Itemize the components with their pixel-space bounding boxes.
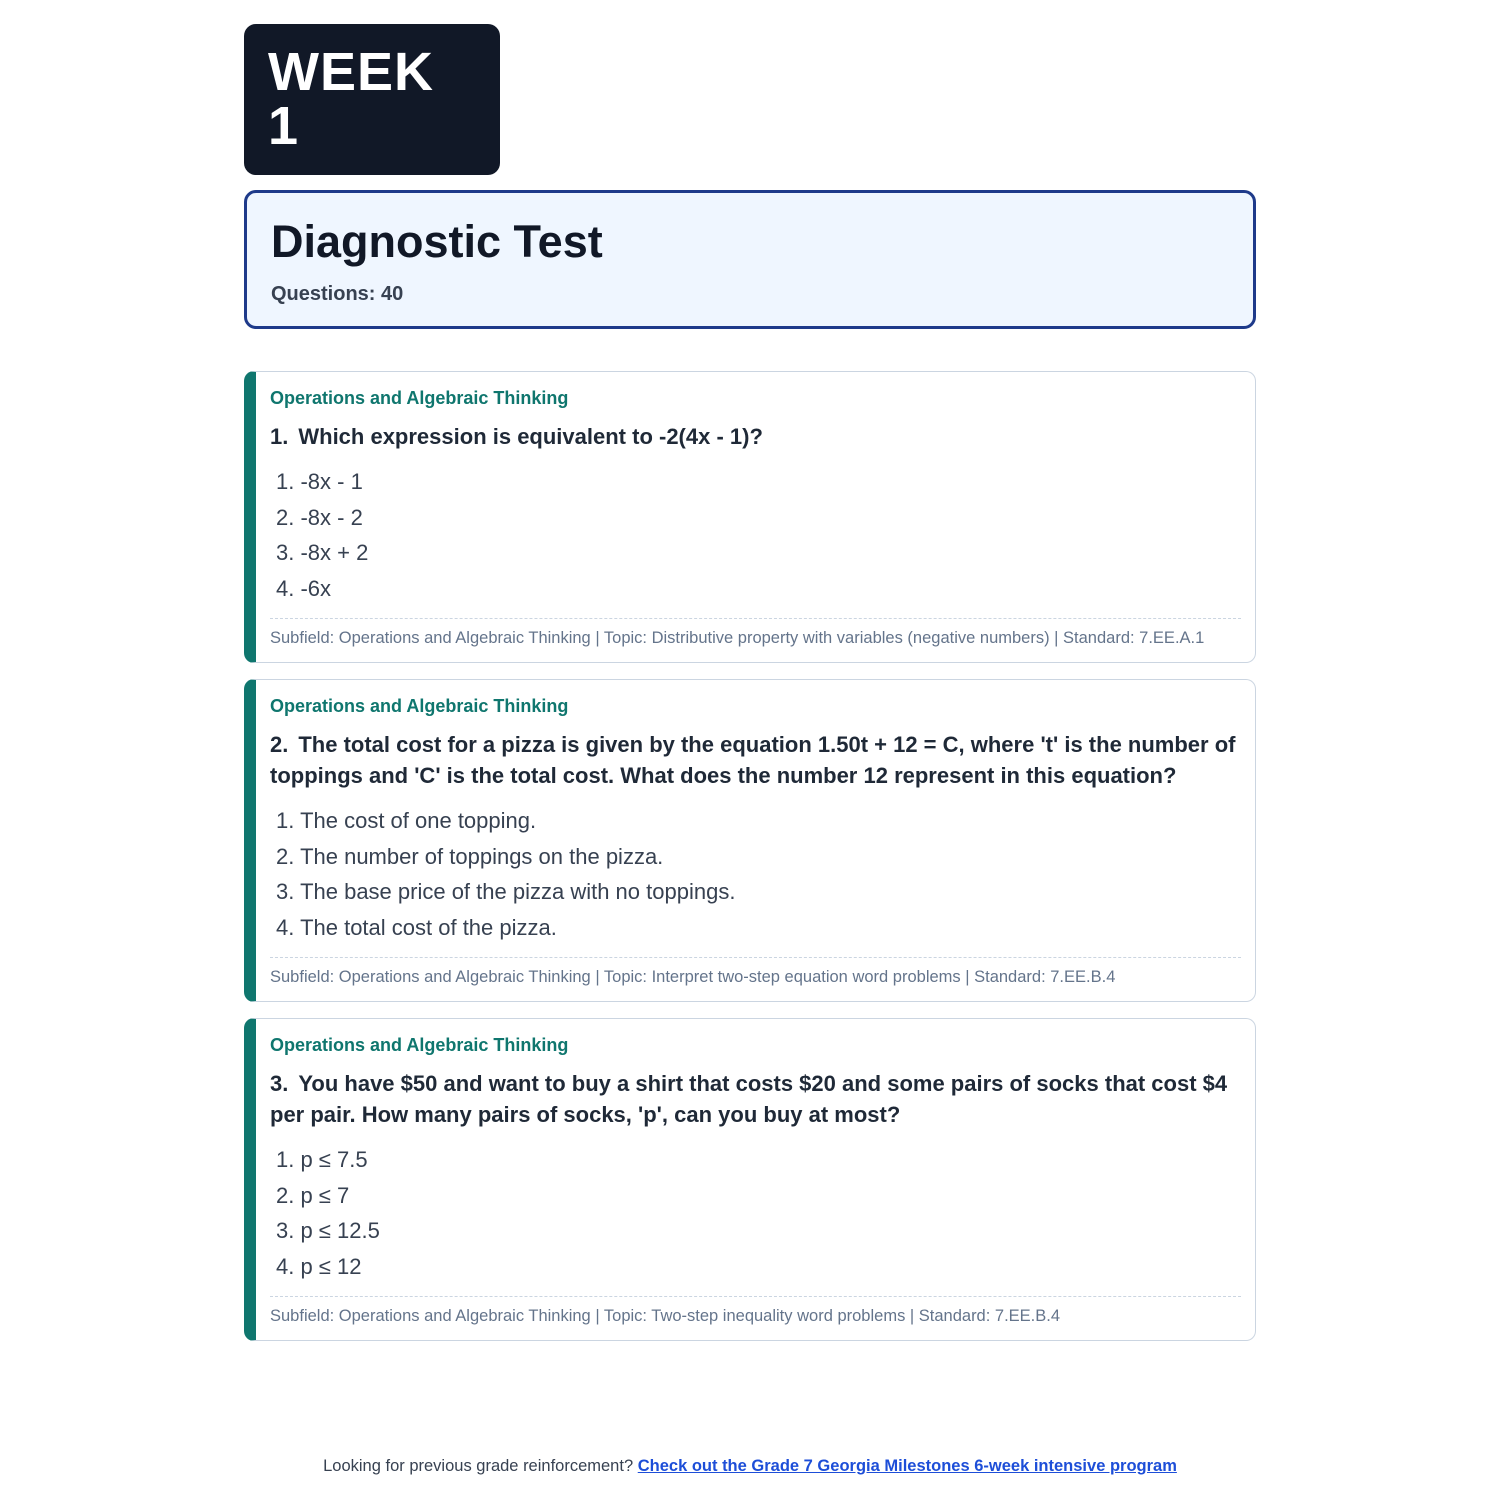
question-number: 3. bbox=[270, 1071, 289, 1096]
question-text bbox=[270, 1068, 1241, 1130]
question-meta: Subfield: Operations and Algebraic Thinking | Topic: Two-step inequality word problems | Standard: 7.EE.B.4 bbox=[270, 1296, 1241, 1326]
question-prompt: You have $50 and want to buy a shirt that costs $20 and some pairs of socks that cost $4 per pair. How many pairs of socks, 'p', can you buy at most? bbox=[270, 1071, 1228, 1127]
answer-option[interactable]: 4. -6x bbox=[276, 575, 332, 601]
answer-option[interactable]: 2. The number of toppings on the pizza. bbox=[276, 843, 664, 869]
question-card bbox=[244, 679, 1256, 1002]
question-card bbox=[244, 371, 1256, 663]
question-text bbox=[270, 729, 1241, 791]
question-text bbox=[270, 421, 1241, 452]
question-meta: Subfield: Operations and Algebraic Thinking | Topic: Interpret two-step equation word problems | Standard: 7.EE.B.4 bbox=[270, 957, 1241, 987]
answer-option[interactable]: 1. -8x - 1 bbox=[276, 469, 363, 494]
question-subfield: Operations and Algebraic Thinking bbox=[270, 388, 569, 408]
answer-options bbox=[276, 803, 1241, 945]
answer-option[interactable]: 2. -8x - 2 bbox=[276, 504, 363, 530]
question-subfield: Operations and Algebraic Thinking bbox=[270, 696, 569, 716]
worksheet bbox=[244, 24, 1256, 1357]
question-count: Questions: 40 bbox=[271, 282, 404, 305]
week-badge: WEEK 1 bbox=[244, 24, 500, 175]
answer-options bbox=[276, 464, 1241, 606]
question-subfield: Operations and Algebraic Thinking bbox=[270, 1035, 569, 1055]
answer-option[interactable]: 3. p ≤ 12.5 bbox=[276, 1218, 380, 1243]
footer bbox=[0, 1457, 1500, 1476]
question-meta: Subfield: Operations and Algebraic Thinking | Topic: Distributive property with variables (negative numbers) | Standard: 7.EE.A.1 bbox=[270, 618, 1241, 648]
program-link[interactable]: Check out the Grade 7 Georgia Milestones 6-week intensive program bbox=[637, 1457, 1177, 1475]
answer-option[interactable]: 4. The total cost of the pizza. bbox=[276, 914, 557, 940]
answer-options bbox=[276, 1142, 1241, 1284]
question-list bbox=[244, 371, 1256, 1341]
footer-prompt: Looking for previous grade reinforcement? bbox=[323, 1457, 634, 1475]
question-number: 1. bbox=[270, 424, 289, 449]
answer-option[interactable]: 1. The cost of one topping. bbox=[276, 808, 537, 833]
answer-option[interactable]: 3. The base price of the pizza with no toppings. bbox=[276, 879, 736, 904]
question-number: 2. bbox=[270, 732, 289, 757]
answer-option[interactable]: 3. -8x + 2 bbox=[276, 540, 369, 565]
answer-option[interactable]: 2. p ≤ 7 bbox=[276, 1182, 350, 1208]
question-card bbox=[244, 1018, 1256, 1341]
test-title: Diagnostic Test bbox=[271, 216, 603, 267]
test-header bbox=[244, 190, 1256, 329]
answer-option[interactable]: 4. p ≤ 12 bbox=[276, 1253, 362, 1279]
answer-option[interactable]: 1. p ≤ 7.5 bbox=[276, 1147, 368, 1172]
question-prompt: The total cost for a pizza is given by the equation 1.50t + 12 = C, where 't' is the number of toppings and 'C' is the total cost. What does the number 12 represent in this equation? bbox=[270, 732, 1236, 788]
question-prompt: Which expression is equivalent to -2(4x - 1)? bbox=[298, 424, 763, 449]
